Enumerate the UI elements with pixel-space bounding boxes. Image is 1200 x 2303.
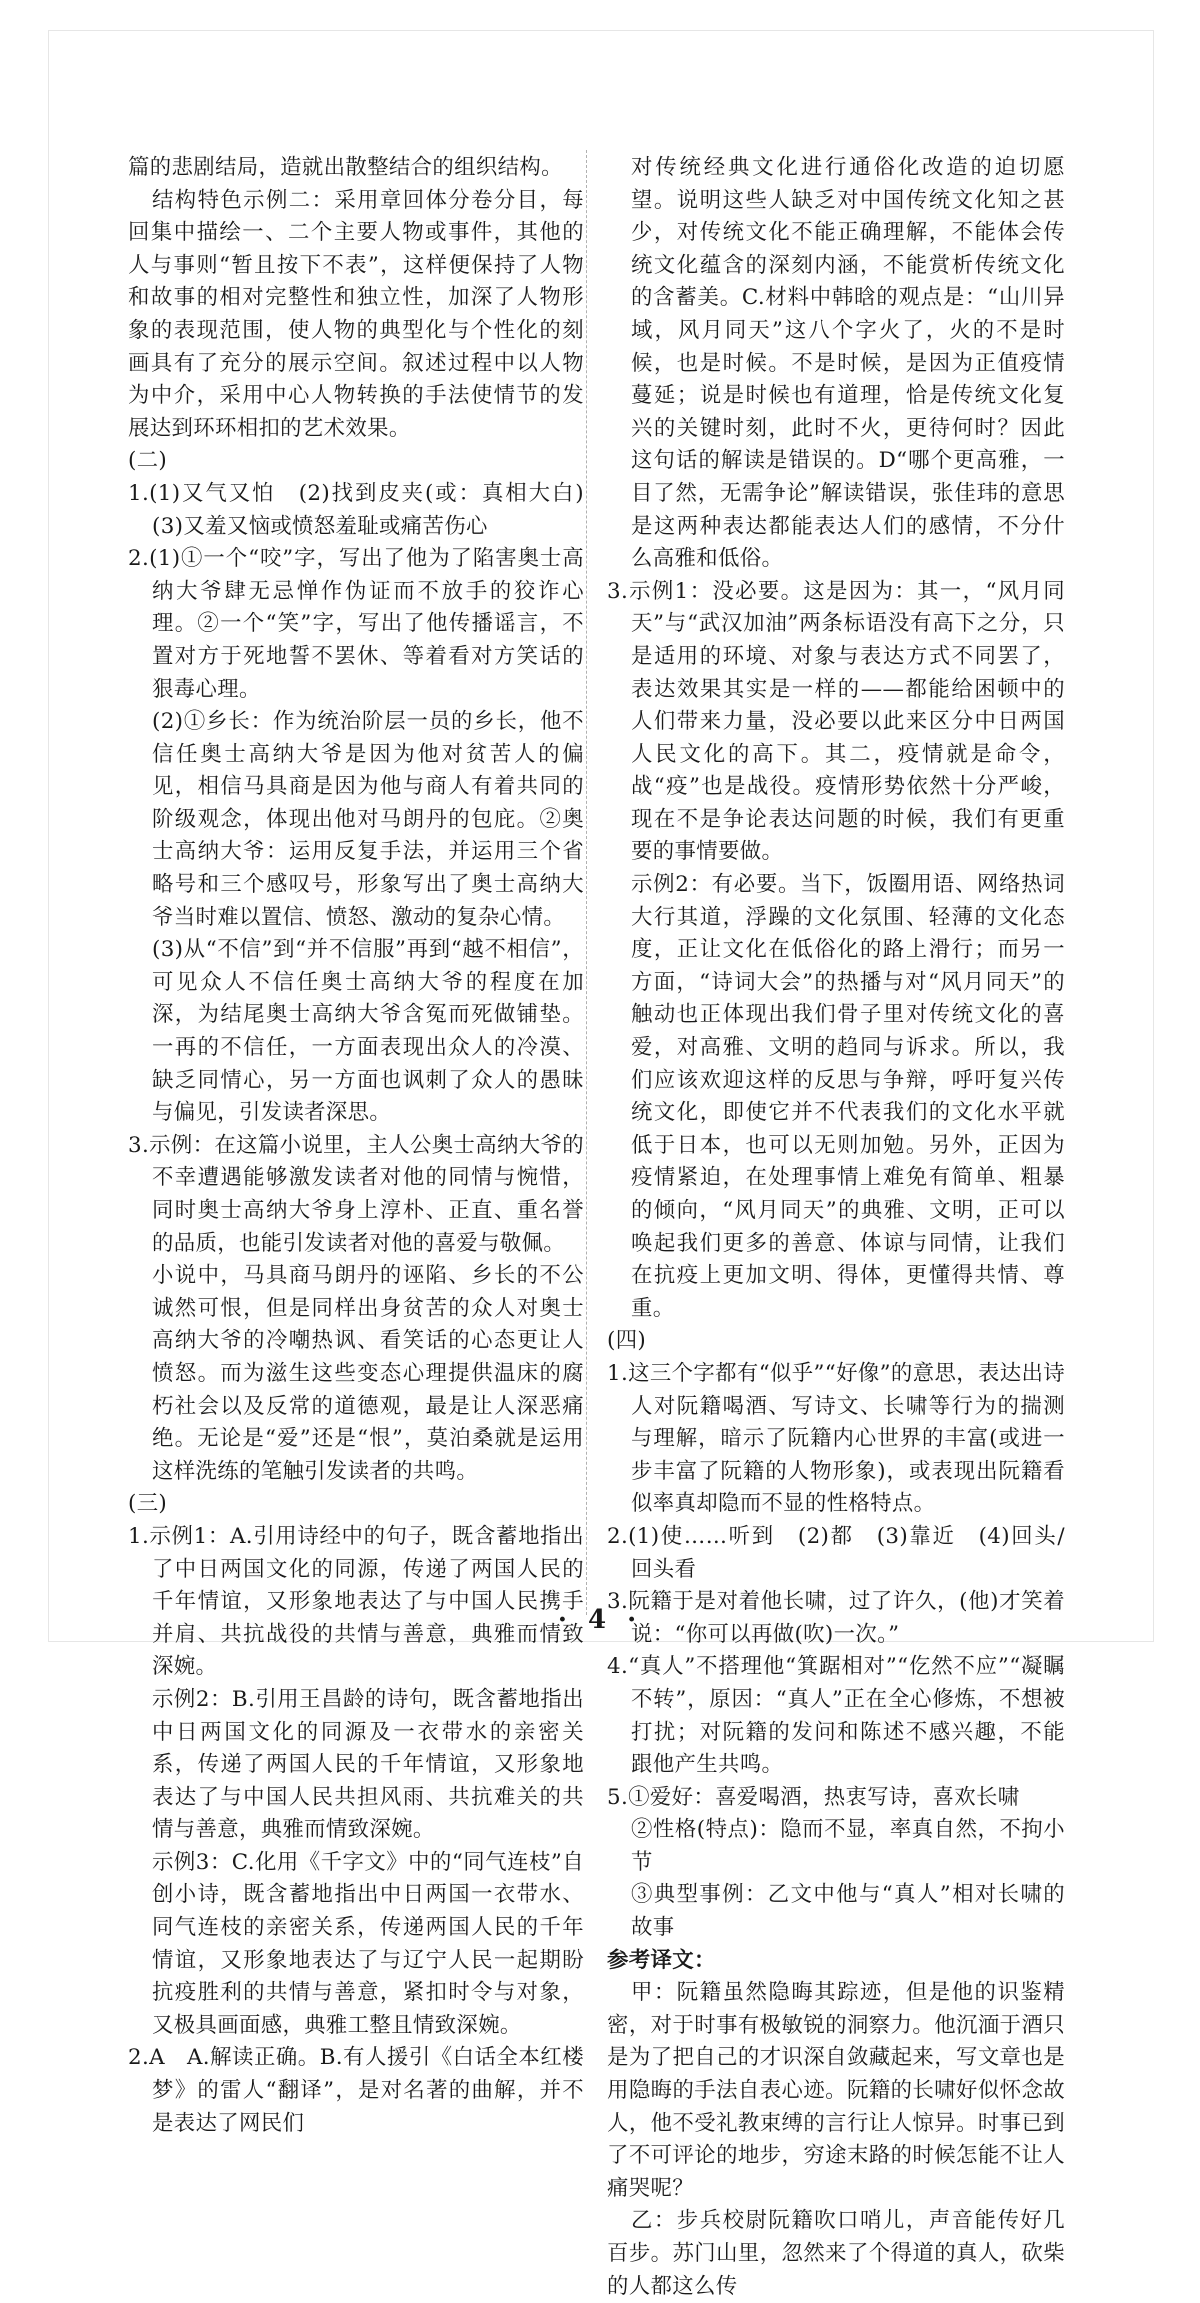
translation-paragraph: 乙：步兵校尉阮籍吹口哨儿，声音能传好几百步。苏门山里，忽然来了个得道的真人，砍柴的人都这么传: [607, 2208, 1065, 2299]
section-heading-3: (三): [128, 1491, 168, 1517]
answer-subitem: 小说中，马具商马朗丹的诬陷、乡长的不公诚然可恨，但是同样出身贫苦的众人对奥士高纳大爷的冷嘲热讽、看笑话的心态更让人愤怒。而为滋生这些变态心理提供温床的腐朽社会以及反常的道德观，最是让人深恶痛绝。无论是“爱”还是“恨”，莫泊桑就是运用这样洗练的笔触引发读者的共鸣。: [152, 1263, 584, 1484]
paragraph: 篇的悲剧结局，造就出散整结合的组织结构。: [128, 155, 563, 180]
paragraph: 结构特色示例二：采用章回体分卷分目，每回集中描绘一、二个主要人物或事件，其他的人与事则“暂且按下不表”，这样便保持了人物和故事的相对完整性和独立性，加深了人物形象的表现范围，使人物的典型化与个性化的刻画具有了充分的展示空间。叙述过程中以人物为中介，采用中心人物转换的手法使情节的发展达到环环相扣的艺术效果。: [128, 187, 584, 441]
answer-subitem: (2)①乡长：作为统治阶层一员的乡长，他不信任奥士高纳大爷是因为他对贫苦人的偏见，相信马具商是因为他与商人有着共同的阶级观念，体现出他对马朗丹的包庇。②奥士高纳大爷：运用反复手法，并运用三个省略号和三个感叹号，形象写出了奥士高纳大爷当时难以置信、愤怒、激动的复杂心情。: [152, 709, 584, 930]
answer-subitem: 示例2：B.引用王昌龄的诗句，既含蓄地指出中日两国文化的同源及一衣带水的亲密关系，传递了两国人民的千年情谊，又形象地表达了与中国人民共担风雨、共抗难关的共情与善意，典雅而情致深婉。: [152, 1686, 584, 1843]
translation-heading: 参考译文：: [607, 1947, 716, 1973]
answer-item: 2.(1)①一个“咬”字，写出了他为了陷害奥士高纳大爷肆无忌惮作伪证而不放手的狡诈心理。②一个“笑”字，写出了他传播谣言，不置对方于死地誓不罢休、等着看对方笑话的狠毒心理。: [128, 546, 584, 702]
right-column: [607, 152, 1065, 2303]
answer-subitem: ③典型事例：乙文中他与“真人”相对长啸的故事: [631, 1882, 1065, 1941]
translation-paragraph: 甲：阮籍虽然隐晦其踪迹，但是他的识鉴精密，对于时事有极敏锐的洞察力。他沉湎于酒只是为了把自己的才识深自敛藏起来，写文章也是用隐晦的手法自表心迹。阮籍的长啸好似怀念故人，他不受礼教束缚的言行让人惊异。时事已到了不可评论的地步，穷途末路的时候怎能不让人痛哭呢？: [607, 1980, 1065, 2201]
answer-subitem: ②性格(特点)：隐而不显，率真自然，不拘小节: [631, 1817, 1065, 1875]
left-column: [128, 152, 606, 2140]
section-heading-4: (四): [607, 1328, 647, 1354]
paragraph: 对传统经典文化进行通俗化改造的迫切愿望。说明这些人缺乏对中国传统文化知之甚少，对传统文化不能正确理解，不能体会传统文化蕴含的深刻内涵，不能赏析传统文化的含蓄美。C.材料中韩晗的观点是：“山川异域，风月同天”这八个字火了，火的不是时候，也是时候。不是时候，是因为正值疫情蔓延；说是时候也有道理，恰是传统文化复兴的关键时刻，此时不火，更待何时？因此这句话的解读是错误的。D“哪个更高雅，一目了然，无需争论”解读错误，张佳玮的意思是这两种表达都能表达人们的感情，不分什么高雅和低俗。: [631, 155, 1065, 572]
section-heading-2: (二): [128, 448, 168, 474]
answer-item: 1.示例1：A.引用诗经中的句子，既含蓄地指出了中日两国文化的同源，传递了两国人民的千年情谊，又形象地表达了与中国人民携手并肩、共抗战役的共情与善意，典雅而情致深婉。: [128, 1523, 584, 1680]
answer-subitem: (3)从“不信”到“并不信服”再到“越不相信”，可见众人不信任奥士高纳大爷的程度在加深，为结尾奥士高纳大爷含冤而死做铺垫。一再的不信任，一方面表现出众人的冷漠、缺乏同情心，另一方面也讽刺了众人的愚昧与偏见，引发读者深思。: [152, 937, 584, 1126]
answer-item: 3.示例1：没必要。这是因为：其一，“风月同天”与“武汉加油”两条标语没有高下之分，只是适用的环境、对象与表达方式不同罢了，表达效果其实是一样的——都能给困顿中的人们带来力量，没必要以此来区分中日两国人民文化的高下。其二，疫情就是命令，战“疫”也是战役。疫情形势依然十分严峻，现在不是争论表达问题的时候，我们有更重要的事情要做。: [607, 578, 1065, 865]
answer-subitem: 示例2：有必要。当下，饭圈用语、网络热词大行其道，浮躁的文化氛围、轻薄的文化态度，正让文化在低俗化的路上滑行；而另一方面，“诗词大会”的热播与对“风月同天”的触动也正体现出我们骨子里对传统文化的喜爱，对高雅、文明的趋同与诉求。所以，我们应该欢迎这样的反思与争辩，呼吁复兴传统文化，即使它并不代表我们的文化水平就低于日本，也可以无则加勉。另外，正因为疫情紧迫，在处理事情上难免有简单、粗暴的倾向，“风月同天”的典雅、文明，正可以唤起我们更多的善意、体谅与同情，让我们在抗疫上更加文明、得体，更懂得共情、尊重。: [631, 872, 1065, 1321]
answer-item: 3.阮籍于是对着他长啸，过了许久，(他)才笑着说：“你可以再做(吹)一次。”: [607, 1589, 1065, 1647]
answer-subitem: 示例3：C.化用《千字文》中的“同气连枝”自创小诗，既含蓄地指出中日两国一衣带水、同气连枝的亲密关系，传递两国人民的千年情谊，又形象地表达了与辽宁人民一起期盼抗疫胜利的共情与善意，紧扣时令与对象，又极具画面感，典雅工整且情致深婉。: [152, 1849, 584, 2038]
answer-item: 4.“真人”不搭理他“箕踞相对”“仡然不应”“凝瞩不转”，原因：“真人”正在全心修炼，不想被打扰；对阮籍的发问和陈述不感兴趣，不能跟他产生共鸣。: [607, 1654, 1065, 1778]
page-number: · 4 ·: [557, 1605, 643, 1635]
answer-item: 1.这三个字都有“似乎”“好像”的意思，表达出诗人对阮籍喝酒、写诗文、长啸等行为的揣测与理解，暗示了阮籍内心世界的丰富(或进一步丰富了阮籍的人物形象)，或表现出阮籍看似率真却隐而不显的性格特点。: [607, 1360, 1065, 1517]
answer-item: 2.(1)使……听到 (2)都 (3)靠近 (4)回头/回头看: [607, 1523, 1065, 1582]
answer-item: 2.A A.解读正确。B.有人援引《白话全本红楼梦》的雷人“翻译”，是对名著的曲解，并不是表达了网民们: [128, 2045, 584, 2136]
answer-item: 5.①爱好：喜爱喝酒，热衷写诗，喜欢长啸: [607, 1784, 1020, 1810]
column-divider: [586, 150, 587, 1615]
answer-item: 3.示例：在这篇小说里，主人公奥士高纳大爷的不幸遭遇能够激发读者对他的同情与惋惜，同时奥士高纳大爷身上淳朴、正直、重名誉的品质，也能引发读者对他的喜爱与敬佩。: [128, 1132, 584, 1256]
answer-item: 1.(1)又气又怕 (2)找到皮夹(或：真相大白) (3)又羞又恼或愤怒羞耻或痛苦伤心: [128, 480, 606, 539]
